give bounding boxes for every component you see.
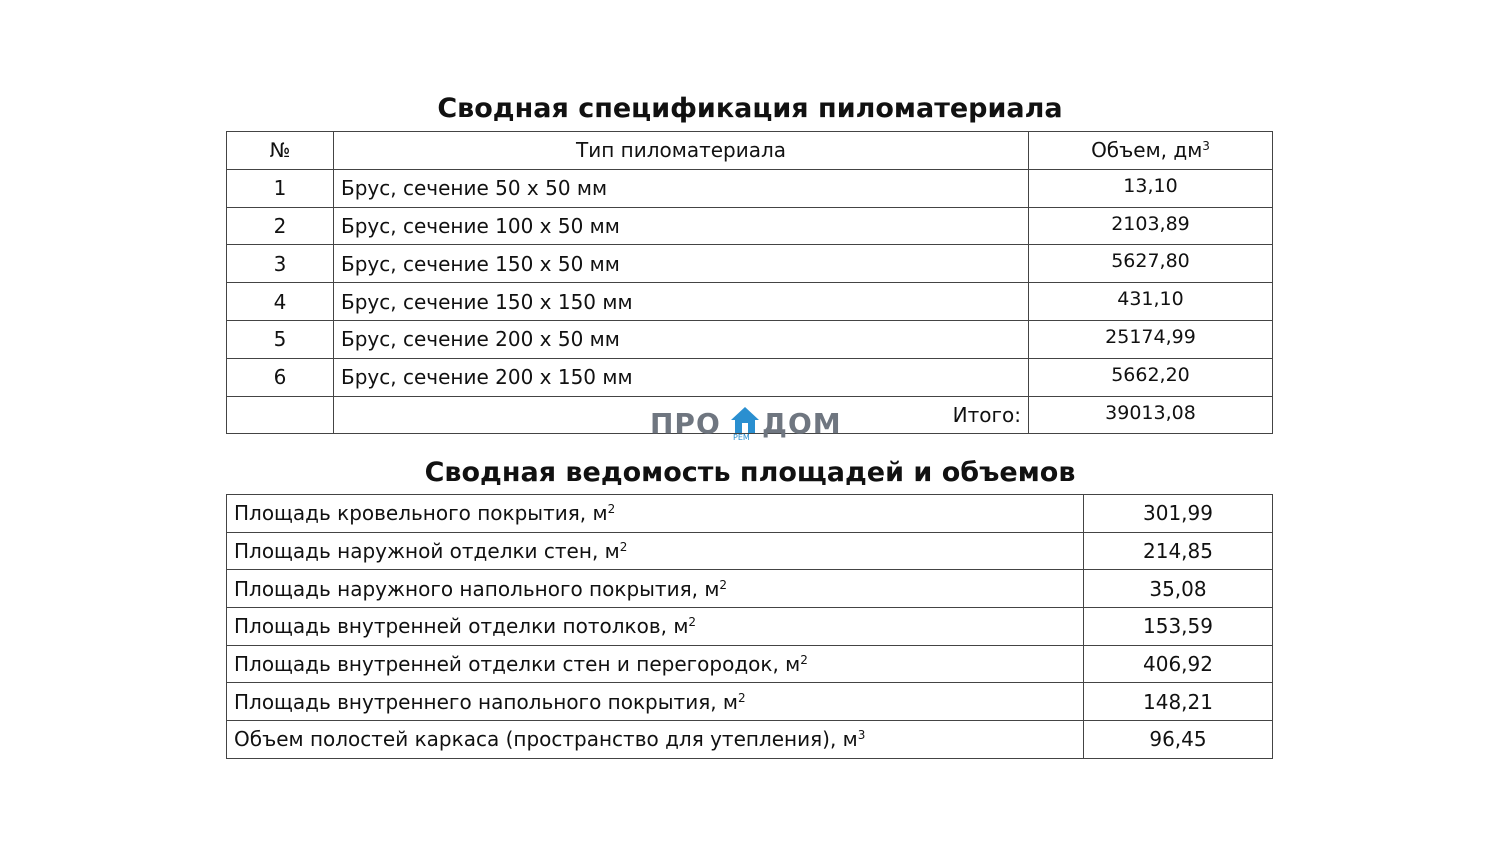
header-volume: Объем, $дм^3$ [1029, 132, 1273, 170]
logo-text-right: ДОМ [762, 407, 842, 440]
prodom-logo [650, 405, 850, 445]
table-row [227, 532, 1273, 570]
areas-title: Сводная ведомость площадей и объемов [424, 457, 1076, 488]
row-volume: 5662,20 [1029, 358, 1273, 396]
table-row [227, 358, 1273, 396]
area-value: 214,85 [1084, 532, 1273, 570]
header-num: № [227, 132, 334, 170]
lumber-spec-table [226, 131, 1273, 434]
table-row [227, 721, 1273, 759]
area-value: 148,21 [1084, 683, 1273, 721]
table-row [227, 283, 1273, 321]
logo-sub: РЕМ [733, 433, 750, 442]
header-type: Тип пиломатериала [334, 132, 1029, 170]
area-label: Площадь внутренней отделки потолков, $м^2$ [227, 608, 1084, 646]
row-volume: 2103,89 [1029, 207, 1273, 245]
area-label: Площадь наружной отделки стен, $м^2$ [227, 532, 1084, 570]
total-label: Итого: [334, 396, 1029, 434]
area-value: 96,45 [1084, 721, 1273, 759]
area-value: 406,92 [1084, 645, 1273, 683]
row-num: 1 [227, 169, 334, 207]
area-value: 301,99 [1084, 495, 1273, 533]
table-row [227, 320, 1273, 358]
logo-text-left: ПРО [650, 407, 721, 440]
area-label: Площадь кровельного покрытия, $м^2$ [227, 495, 1084, 533]
table-row [227, 495, 1273, 533]
row-type: Брус, сечение 200 х 150 мм [334, 358, 1029, 396]
table-header-row [227, 132, 1273, 170]
table-row [227, 683, 1273, 721]
row-num: 6 [227, 358, 334, 396]
table-row [227, 207, 1273, 245]
table-row [227, 608, 1273, 646]
table-row [227, 169, 1273, 207]
row-num: 4 [227, 283, 334, 321]
area-label: Площадь внутреннего напольного покрытия, $м^2$ [227, 683, 1084, 721]
area-label: Площадь наружного напольного покрытия, $м^2$ [227, 570, 1084, 608]
row-num: 2 [227, 207, 334, 245]
table-row [227, 645, 1273, 683]
area-value: 153,59 [1084, 608, 1273, 646]
row-volume: 431,10 [1029, 283, 1273, 321]
row-volume: 25174,99 [1029, 320, 1273, 358]
row-num: 5 [227, 320, 334, 358]
areas-volumes-table [226, 494, 1273, 759]
row-volume: 13,10 [1029, 169, 1273, 207]
row-num: 3 [227, 245, 334, 283]
row-volume: 5627,80 [1029, 245, 1273, 283]
area-value: 35,08 [1084, 570, 1273, 608]
row-type: Брус, сечение 50 х 50 мм [334, 169, 1029, 207]
table-row [227, 245, 1273, 283]
row-type: Брус, сечение 150 х 50 мм [334, 245, 1029, 283]
total-empty-cell [227, 396, 334, 434]
area-label: Площадь внутренней отделки стен и перегородок, $м^2$ [227, 645, 1084, 683]
row-type: Брус, сечение 200 х 50 мм [334, 320, 1029, 358]
row-type: Брус, сечение 150 х 150 мм [334, 283, 1029, 321]
spec-title: Сводная спецификация пиломатериала [437, 93, 1063, 124]
row-type: Брус, сечение 100 х 50 мм [334, 207, 1029, 245]
area-label: Объем полостей каркаса (пространство для утепления), $м^3$ [227, 721, 1084, 759]
total-value: 39013,08 [1029, 396, 1273, 434]
table-row [227, 570, 1273, 608]
